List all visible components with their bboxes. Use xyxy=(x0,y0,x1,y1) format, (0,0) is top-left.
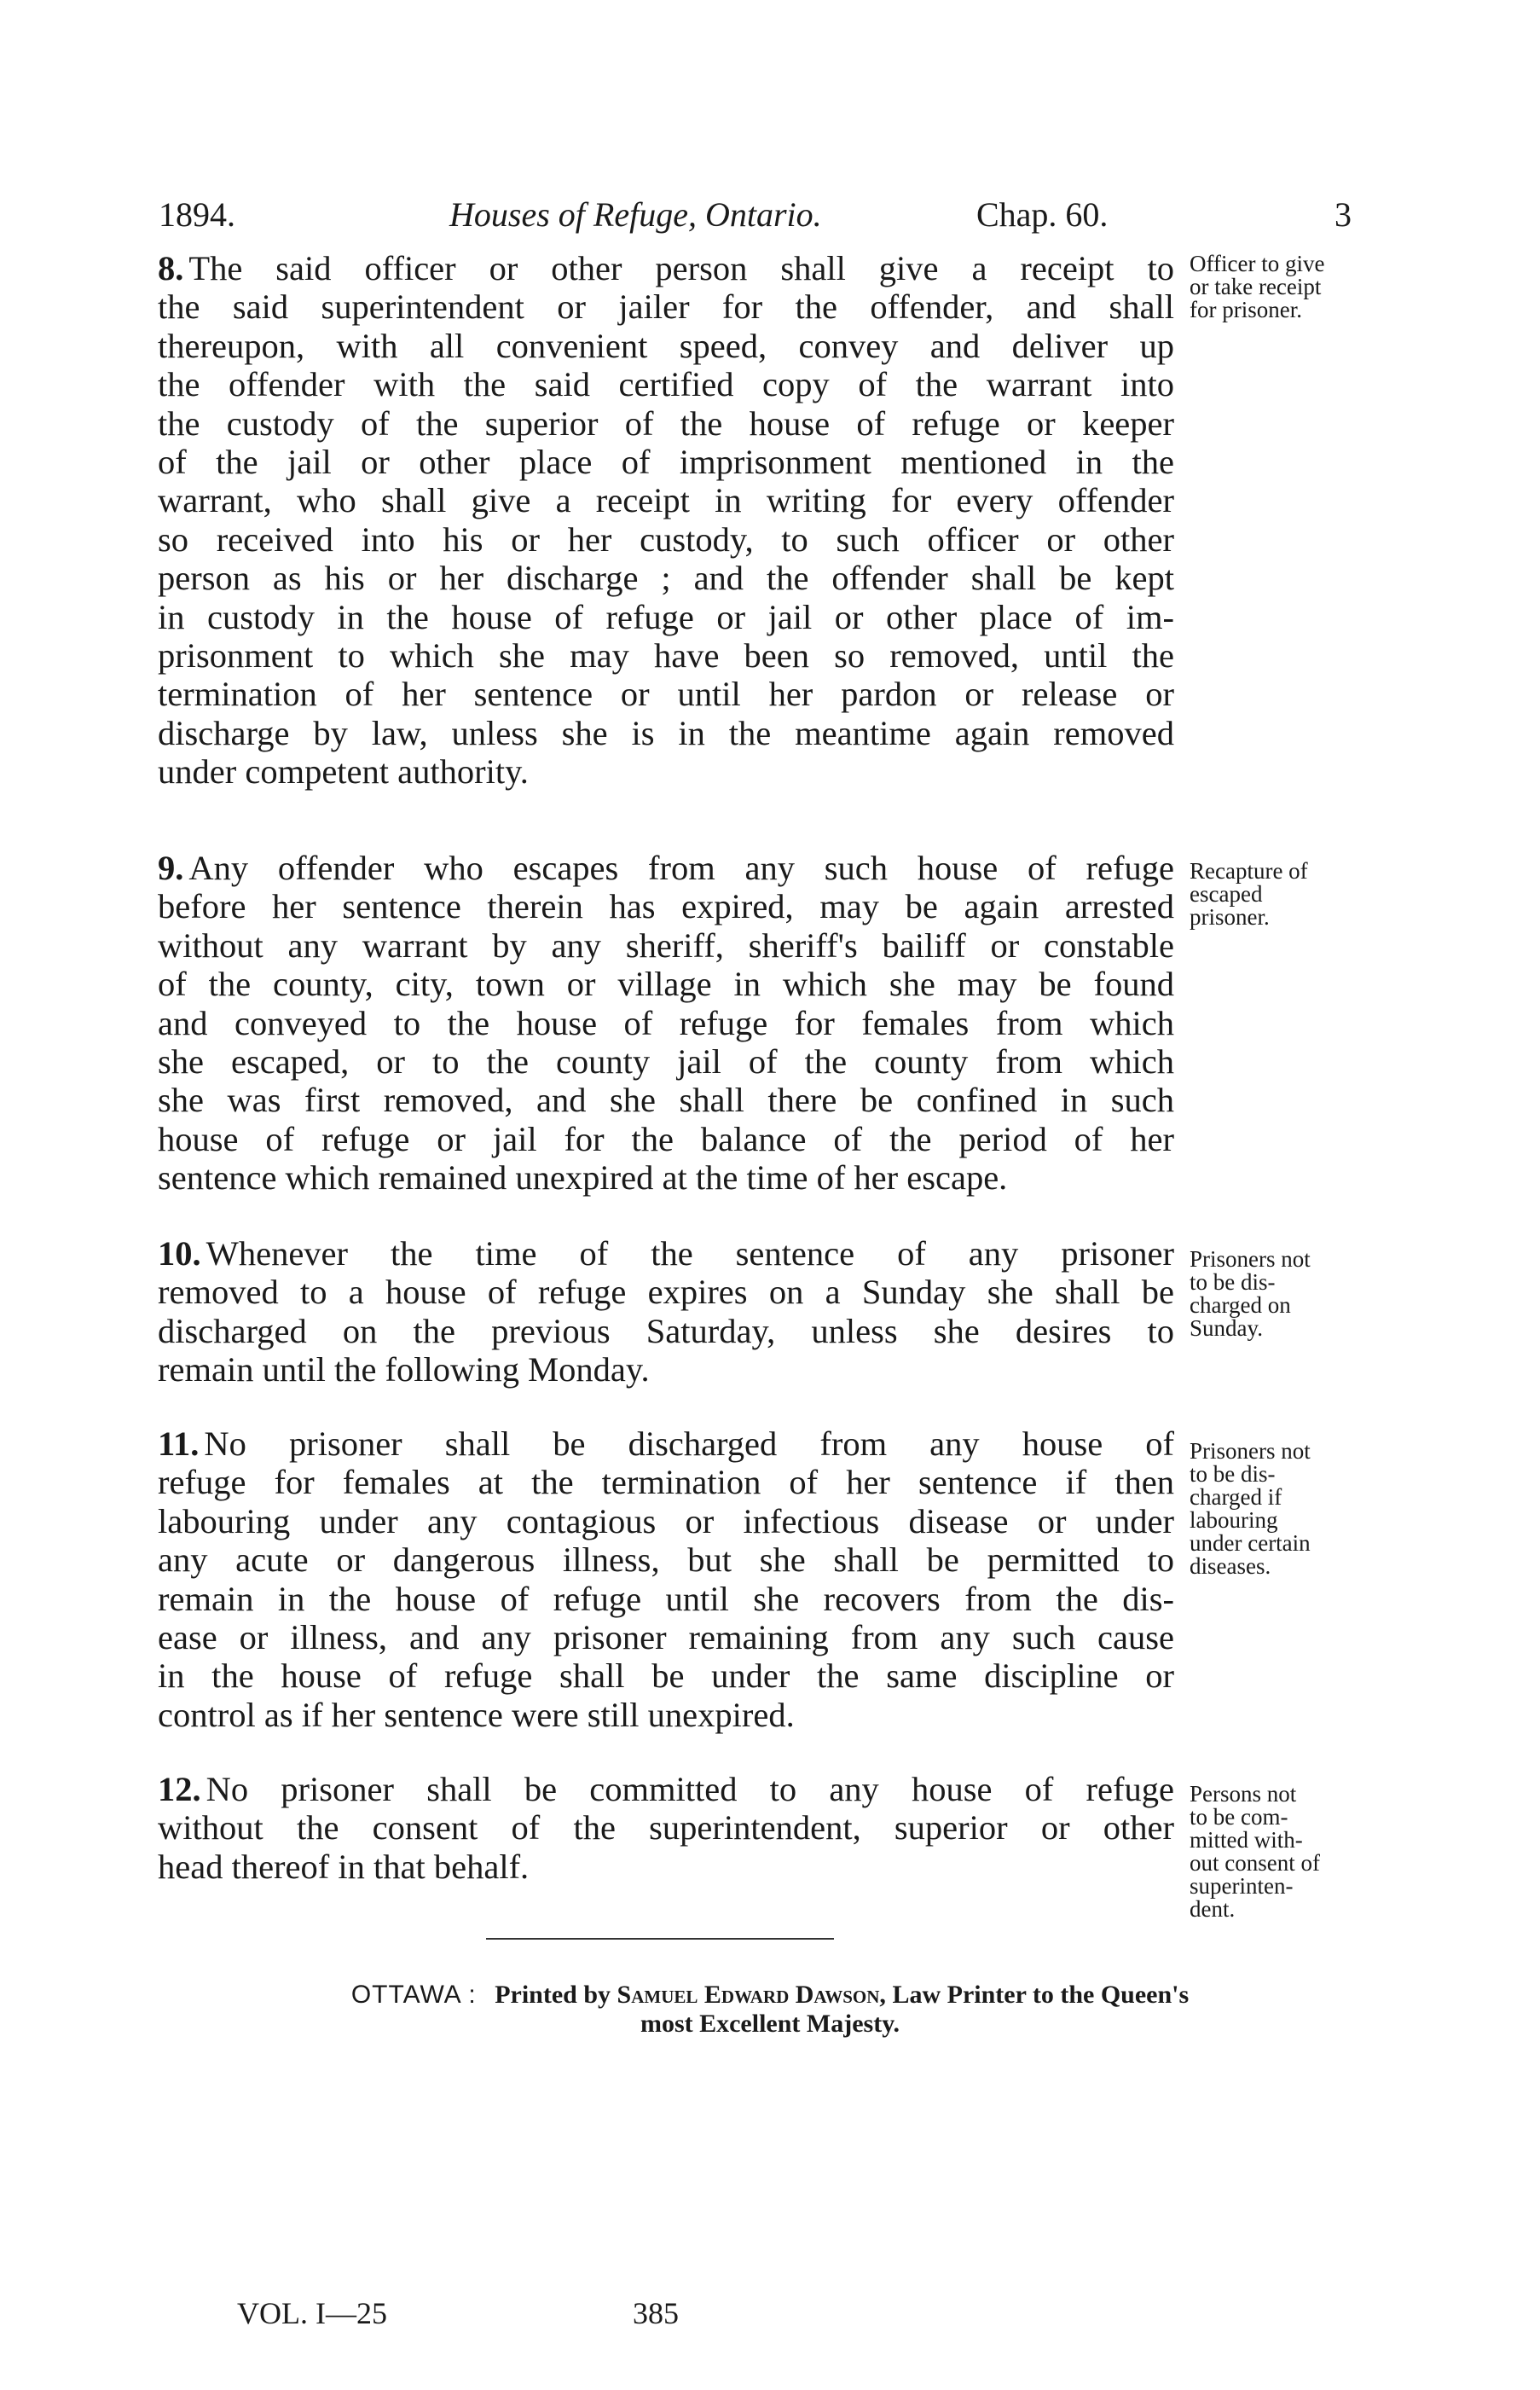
running-header-title: Houses of Refuge, Ontario. xyxy=(449,195,822,234)
section-line: the offender with the said certified copy of the warrant into xyxy=(158,365,1174,404)
section-line: of the jail or other place of imprisonment mentioned in the xyxy=(158,443,1174,482)
section-line: 10. Whenever the time of the sentence of any prisoner xyxy=(158,1234,1174,1273)
section-number: 8. xyxy=(158,249,184,287)
section-number: 11. xyxy=(158,1424,200,1463)
running-header-chapter: Chap. 60. xyxy=(976,195,1109,234)
section-10 xyxy=(158,1234,1174,1389)
footer-volume: VOL. I—25 xyxy=(237,2296,387,2330)
marginal-note-section-9: Recapture of escaped prisoner. xyxy=(1190,858,1308,930)
section-number: 9. xyxy=(158,849,184,887)
section-line: she was first removed, and she shall there be confined in such xyxy=(158,1081,1174,1120)
section-line: removed to a house of refuge expires on a Sunday she shall be xyxy=(158,1273,1174,1312)
section-line: prisonment to which she may have been so removed, until the xyxy=(158,636,1174,676)
section-8 xyxy=(158,249,1174,792)
section-line: of the county, city, town or village in which she may be found xyxy=(158,965,1174,1004)
section-line: refuge for females at the termination of her sentence if then xyxy=(158,1463,1174,1502)
marginal-note-section-11: Prisoners not to be dis- charged if labouring under certain diseases. xyxy=(1190,1438,1311,1579)
section-line: she escaped, or to the county jail of the county from which xyxy=(158,1042,1174,1082)
section-line: under competent authority. xyxy=(158,752,529,792)
section-line: ease or illness, and any prisoner remaining from any such cause xyxy=(158,1618,1174,1657)
section-line: so received into his or her custody, to such officer or other xyxy=(158,519,1174,559)
section-line: and conveyed to the house of refuge for females from which xyxy=(158,1003,1174,1042)
section-12 xyxy=(158,1770,1174,1886)
imprint-line-2: most Excellent Majesty. xyxy=(640,2010,900,2038)
running-header-page-number: 3 xyxy=(1334,195,1352,234)
section-line: sentence which remained unexpired at the time of her escape. xyxy=(158,1158,1008,1198)
divider-rule xyxy=(486,1938,834,1940)
running-header-year: 1894. xyxy=(159,195,235,234)
section-line: labouring under any contagious or infectious disease or under xyxy=(158,1501,1174,1540)
section-line: control as if her sentence were still unexpired. xyxy=(158,1695,795,1734)
footer-page-number: 385 xyxy=(633,2296,679,2330)
section-line: in custody in the house of refuge or jail or other place of im- xyxy=(158,597,1174,636)
section-line: house of refuge or jail for the balance of the period of her xyxy=(158,1119,1174,1158)
section-line: without any warrant by any sheriff, sheriff's bailiff or constable xyxy=(158,925,1174,965)
section-line: discharged on the previous Saturday, unless she desires to xyxy=(158,1311,1174,1350)
section-line: 8. The said officer or other person shall give a receipt to xyxy=(158,249,1174,287)
section-number: 12. xyxy=(158,1770,201,1808)
section-line: remain in the house of refuge until she recovers from the dis- xyxy=(158,1579,1174,1618)
section-line: the custody of the superior of the house of refuge or keeper xyxy=(158,403,1174,443)
marginal-note-section-12: Persons not to be com- mitted with- out consent of superinten- dent. xyxy=(1190,1781,1320,1922)
section-number: 10. xyxy=(158,1234,201,1273)
section-line: person as his or her discharge ; and the offender shall be kept xyxy=(158,559,1174,598)
section-line: before her sentence therein has expired, may be again arrested xyxy=(158,887,1174,926)
section-line: without the consent of the superintendent, superior or other xyxy=(158,1808,1174,1848)
section-line: 12. No prisoner shall be committed to any house of refuge xyxy=(158,1770,1174,1808)
section-line: in the house of refuge shall be under the same discipline or xyxy=(158,1656,1174,1696)
printer-imprint: OTTAWA : Printed by Samuel Edward Dawson, Law Printer to the Queen's most Excellent Majesty. xyxy=(0,1981,1540,2039)
section-line: discharge by law, unless she is in the meantime again removed xyxy=(158,713,1174,752)
section-line: 9. Any offender who escapes from any such house of refuge xyxy=(158,849,1174,887)
section-line: head thereof in that behalf. xyxy=(158,1847,530,1886)
section-9 xyxy=(158,849,1174,1198)
marginal-note-section-10: Prisoners not to be dis- charged on Sunday. xyxy=(1190,1246,1311,1341)
section-line: thereupon, with all convenient speed, convey and deliver up xyxy=(158,326,1174,365)
section-line: 11. No prisoner shall be discharged from any house of xyxy=(158,1424,1174,1463)
section-line: warrant, who shall give a receipt in writing for every offender xyxy=(158,481,1174,520)
section-line: any acute or dangerous illness, but she shall be permitted to xyxy=(158,1540,1174,1580)
section-line: remain until the following Monday. xyxy=(158,1350,650,1389)
imprint-city: OTTAWA : xyxy=(350,1981,477,2009)
printer-name: Samuel Edward Dawson, xyxy=(617,1981,886,2009)
marginal-note-section-8: Officer to give or take receipt for prisoner. xyxy=(1190,251,1325,322)
section-line: the said superintendent or jailer for the offender, and shall xyxy=(158,287,1174,327)
section-11 xyxy=(158,1424,1174,1734)
section-line: termination of her sentence or until her pardon or release or xyxy=(158,675,1174,714)
